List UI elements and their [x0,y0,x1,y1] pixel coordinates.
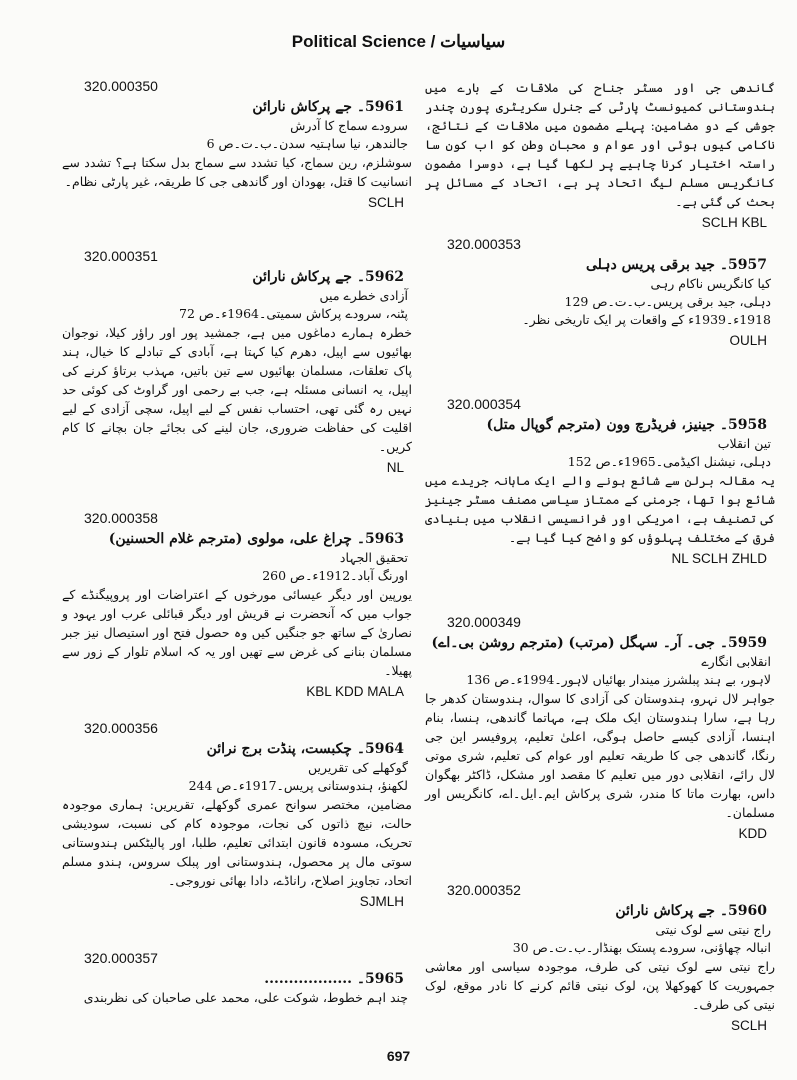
entry-title: 5960۔ جے پرکاش نارائن [615,903,767,919]
entry-title: 5959۔ جی۔ آر۔ سہگل (مرتب) (مترجم روشن بی۔اے) [431,635,767,651]
entry-title: 5957۔ جید برقی پریس دہلی [586,257,767,273]
entry-libraries: SCLH KBL [701,215,767,230]
entry-5963 [62,510,412,720]
entry-body: خطرہ ہمارے دماغوں میں ہے، جمشید پور اور راؤر کیلا، نوجوان بھائیوں سے اپیل، دھرم کیا کہتا ہے، آبادی کے تبادلے کا خیال، ہند پاک تعلقات، مسلمان بھائیوں سے تین باتیں، مہذب برتاؤ کرنے کی اپیل، یہ انسانی مسئلہ ہے، جب بے رحمی اور گراوٹ کی کوئی حد نہیں رہ گئی تھی، احتساب نفس کے لیے اپیل، سچی آزادی کے لیے اقلیت کی حفاظت ضروری، جان لینے کی بجائے جان بچانے کا کام کریں۔ [62,325,412,454]
entry-id: 320.000350 [84,78,158,94]
entry-5957 [425,236,775,396]
page-header: Political Science / سیاسیات [291,32,506,51]
entry-subtitle: تین انقلاب [717,436,771,451]
entry-publication: اورنگ آباد۔1912ء۔ص 260 [262,568,408,583]
entry-body: گاندھی جی اور مسٹر جناح کی ملاقات کے بارے میں ہندوستانی کمیونسٹ پارٹی کے جنرل سکریٹری پورن چندر جوشی کے دو مضامین: پہلے مضمون میں ملاقات کے نتائج، ناکامی کیوں ہوئی اور عوام و محبان وطن کو اب کون سا راستہ اختیار کرنا چاہیے پر لکھا گیا ہے، دوسرا مضمون کانگریس مسلم لیگ اتحاد پر ہے، اتحاد کے مسائل پر بحث کی گئی ہے۔ [425,80,775,209]
entry-libraries: SJMLH [359,894,404,909]
entry-5960 [425,882,775,1033]
entry-publication: لکھنؤ، ہندوستانی پریس۔1917ء۔ص 244 [188,778,408,793]
entry-5964 [62,720,412,950]
entry-libraries: KDD [738,826,767,841]
right-column [425,78,775,1033]
entry-subtitle: سرودے سماج کا آدرش [290,118,408,133]
entry-id: 320.000349 [447,614,521,630]
entry-title: 5963۔ چراغ علی، مولوی (مترجم غلام الحسنین) [108,531,404,547]
entry-subtitle: راج نیتی سے لوک نیتی [655,922,771,937]
entry-id: 320.000352 [447,882,521,898]
entry-libraries: NL [386,460,404,475]
entry-libraries: NL SCLH ZHLD [671,551,767,566]
entry-subtitle: تحقیق الجہاد [339,550,408,565]
entry-publication: دہلی، نیشنل اکیڈمی۔1965ء۔ص 152 [567,454,771,469]
entry-body: سوشلزم، رین سماج، کیا تشدد سے سماج بدل سکتا ہے؟ تشدد سے انسانیت کا قتل، بھودان اور گاندھی جی کا طریقہ، غیر پارٹی نظام۔ [62,155,412,189]
entry-id: 320.000357 [84,950,158,966]
entry-note: 1918ء۔1939ء کے واقعات پر ایک تاریخی نظر۔ [522,312,771,327]
entry-body: یورپین اور دیگر عیسائی مورخوں کے اعتراضات اور پروپیگنڈے کے جواب میں کہ آنحضرت نے قریش اور دیگر قبائلی عرب اور یہود و نصاریٰ کے ساتھ جو جنگیں کیں وہ حصول فتح اور استیصال نیز جبر مسلمان بنانے کی غرض سے تھیں اور یہ کہ اسلام تلوار کے زور سے پھیلا۔ [62,587,412,678]
entry-5965 [62,950,412,1007]
entry-id: 320.000358 [84,510,158,526]
entry-id: 320.000354 [447,396,521,412]
entry-continued [425,78,775,236]
entry-subtitle: آزادی خطرے میں [319,288,408,303]
entry-5959 [425,614,775,882]
entry-libraries: SCLH [730,1018,767,1033]
entry-5962 [62,248,412,510]
entry-id: 320.000356 [84,720,158,736]
entry-title: 5964۔ چکبست، پنڈت برج نرائن [206,741,404,757]
entry-title: 5958۔ جینیز، فریڈرچ وون (مترجم گوپال متل) [486,417,767,433]
entry-publication: پٹنہ، سرودے پرکاش سمیتی۔1964ء۔ص 72 [179,306,408,321]
entry-publication: انبالہ چھاؤنی، سرودے پستک بھنڈار۔ب۔ت۔ص 30 [512,940,771,955]
entry-libraries: KBL KDD MALA [306,684,404,699]
entry-body: مضامین، مختصر سوانح عمری گوکھلے، تقریریں: ہماری موجودہ حالت، نیچ ذاتوں کی نجات، موجودہ کام کی نسبت، سودیشی تحریک، مسودہ قانون ابتدائی تعلیم، طلبا، اور پالیٹکس ہندوستانی سوتی مال پر محصول، ہندوستانی اور پبلک سروس، ہندو مسلم اتحاد، تجاویز اصلاح، راناڈے، دادا بھائی نوروجی۔ [62,797,412,888]
entry-body: یہ مقالہ برلن سے شائع ہونے والے ایک ماہانہ جریدے میں شائع ہوا تھا، جرمنی کے ممتاز سیاسی مصنف مسٹر جینیز کی تصنیف ہے، امریکی اور فرانسیسی انقلاب میں بنیادی فرق کے مختلف پہلوؤں کو واضح کیا گیا ہے۔ [425,473,775,545]
entry-subtitle: چند اہم خطوط، شوکت علی، محمد علی صاحبان کی نظربندی [83,990,408,1005]
entry-publication: لاہور، بے ہند پبلشرز میندار بھائیاں لاہور۔1994ء۔ص 136 [466,672,771,687]
entry-id: 320.000353 [447,236,521,252]
entry-title: 5965۔ .................. [264,971,404,987]
entry-title: 5961۔ جے پرکاش نارائن [252,99,404,115]
entry-libraries: OULH [729,333,767,348]
entry-publication: جالندھر، نیا ساہتیہ سدن۔ب۔ت۔ص 6 [206,136,408,151]
entry-subtitle: انقلابی انگارے [701,654,771,669]
entry-subtitle: گوکھلے کی تقریریں [308,760,408,775]
entry-id: 320.000351 [84,248,158,264]
left-column [62,78,412,1007]
entry-libraries: SCLH [367,195,404,210]
entry-title: 5962۔ جے پرکاش نارائن [252,269,404,285]
entry-body: جواہر لال نہرو، ہندوستان کی آزادی کا سوال، ہندوستان کدھر جا رہا ہے، سارا ہندوستان ایک ملک ہے، مہاتما گاندھی، ہنسا، بنام اہنسا، آزادی کیسے حاصل ہوگی، اعلیٰ تعلیم، پروفیسر این جی رنگا، گاندھی جی کا طریقہ تعلیم اور عوام کی تعلیم، شری موتی لال رائے، انقلابی دور میں تعلیم کا مقصد اور مشکل، ڈاکٹر بھگوان داس، بھارت ماتا کا مندر، شری پرکاش ایم۔ایل۔اے، کانگریس اور مسلمان۔ [425,691,775,820]
entry-body: راج نیتی سے لوک نیتی کی طرف، موجودہ سیاسی اور معاشی جمہوریت کا کھوکھلا پن، لوک نیتی قائم کرنے کا نادر موقع، لوک نیتی کی طرف۔ [425,959,775,1012]
entry-subtitle: کیا کانگریس ناکام رہی [650,276,771,291]
entry-5961 [62,78,412,248]
entry-publication: دہلی، جید برقی پریس۔ب۔ت۔ص 129 [564,294,771,309]
page-number: 697 [386,1048,411,1064]
entry-5958 [425,396,775,614]
